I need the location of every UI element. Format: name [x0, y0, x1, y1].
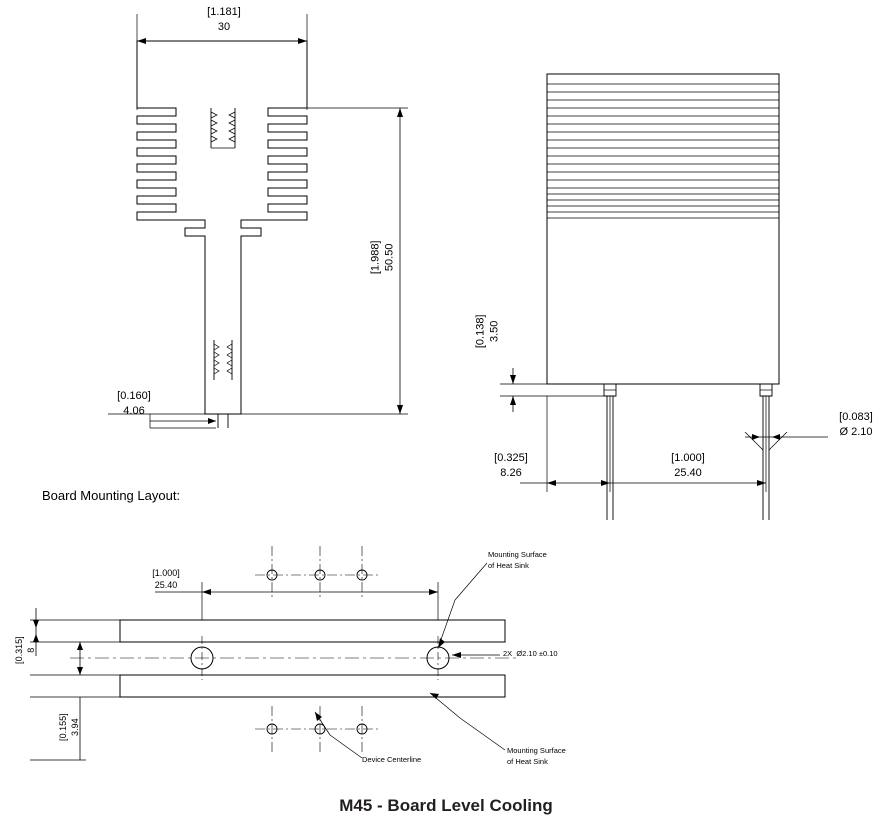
board-mounting-layout-label: Board Mounting Layout: — [42, 488, 181, 503]
side-standoff-mm: 3.50 — [488, 320, 501, 343]
callout-hole-spec: 2X Ø2.10 ±0.10 — [503, 649, 558, 658]
front-width-mm: 30 — [217, 21, 231, 33]
callout-mounting-surface-top-line2: of Heat Sink — [488, 561, 529, 570]
board-pad-gap-inch: [0.155] — [57, 713, 68, 741]
side-pin-spacing-mm: 25.40 — [674, 467, 702, 479]
front-height-mm: 50.50 — [383, 243, 396, 272]
callout-device-centerline: Device Centerline — [362, 755, 422, 764]
board-pad-gap-mm: 3.94 — [69, 718, 80, 736]
callout-mounting-surface-top-line1: Mounting Surface — [488, 550, 547, 559]
side-pin-dia-mm: Ø 2.10 — [839, 426, 873, 438]
side-pin-spacing-inch: [1.000] — [671, 452, 705, 464]
side-edge-offset-inch: [0.325] — [494, 452, 528, 464]
callout-mounting-surface-bottom-line2: of Heat Sink — [507, 757, 548, 766]
front-base-inch: [0.160] — [117, 390, 151, 402]
board-pad-spacing-mm: 25.40 — [154, 580, 178, 590]
board-pad-width-inch: [0.315] — [13, 636, 24, 664]
side-pin-dia-inch: [0.083] — [839, 411, 873, 423]
front-width-inch: [1.181] — [207, 6, 241, 18]
front-height-inch: [1.988] — [369, 240, 382, 275]
page-title: M45 - Board Level Cooling — [339, 796, 553, 815]
front-base-mm: 4.06 — [123, 405, 145, 417]
board-pad-width-mm: 8 — [25, 647, 36, 653]
callout-mounting-surface-bottom-line1: Mounting Surface — [507, 746, 566, 755]
board-pad-spacing-inch: [1.000] — [152, 568, 180, 578]
side-standoff-inch: [0.138] — [474, 314, 487, 349]
side-edge-offset-mm: 8.26 — [500, 467, 522, 479]
